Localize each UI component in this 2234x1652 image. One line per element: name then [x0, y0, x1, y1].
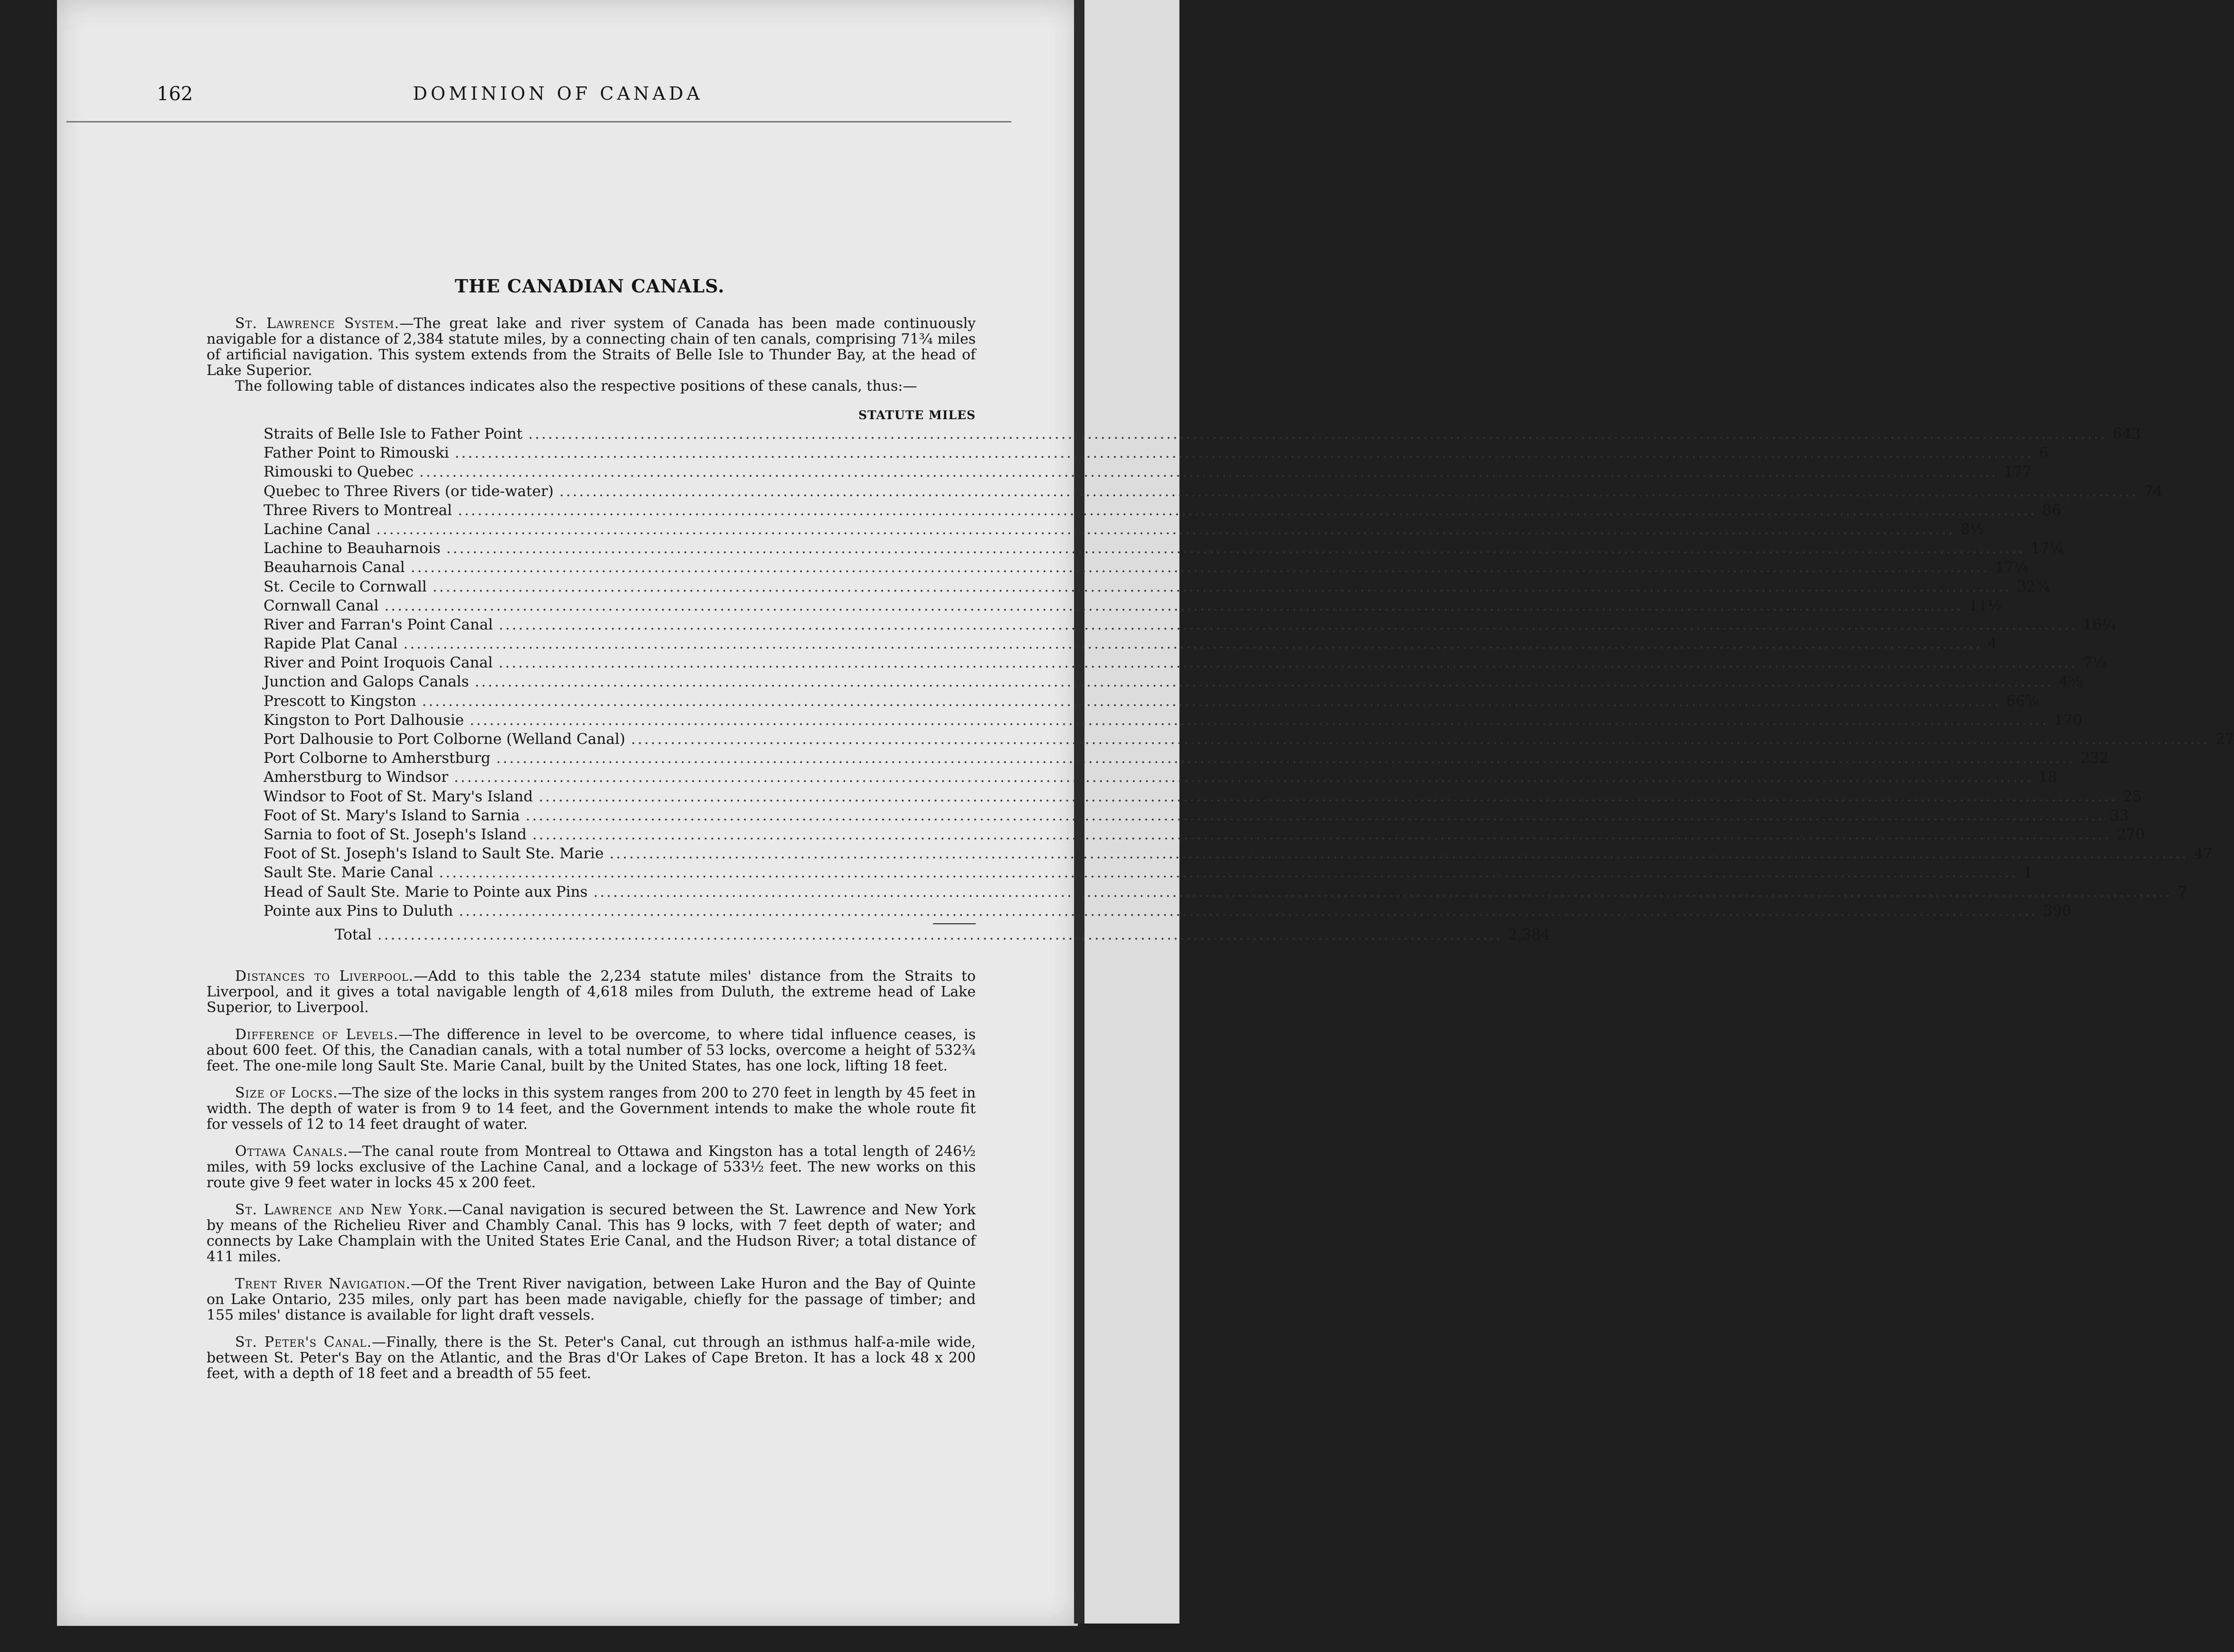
- dot-leader: ................................................................................................................................................................................................................................................: [538, 788, 2118, 805]
- section-lead: St. Lawrence and New York.: [235, 1201, 448, 1218]
- section-text: —The canal route from Montreal to Ottawa and Kingston has a total length of 246½ miles, with 59 locks exclusive of the Lachine Canal, and a lockage of 533½ feet. The new works on this route give 9 feet water in locks 45 x 200 feet.: [207, 1143, 976, 1191]
- route-name: Three Rivers to Montreal: [264, 501, 452, 519]
- total-value: 2,384: [1508, 926, 1550, 943]
- dot-leader: ................................................................................................................................................................................................................................................: [559, 482, 2138, 500]
- route-miles: 74: [2143, 482, 2163, 500]
- route-miles: 18: [2038, 769, 2057, 786]
- dot-leader: ................................................................................................................................................................................................................................................: [439, 864, 2018, 882]
- route-miles: 27: [2215, 731, 2234, 748]
- table-intro: The following table of distances indicates also the respective positions of these canals, thus:—: [235, 378, 917, 394]
- section-lead: St. Peter's Canal.: [235, 1334, 372, 1351]
- route-miles: 66⅝: [2006, 692, 2040, 710]
- route-name: River and Point Iroquois Canal: [264, 654, 493, 672]
- route-miles: 643: [2112, 425, 2141, 442]
- table-row: [264, 711, 2083, 731]
- table-row: [264, 635, 1998, 654]
- table-row: [264, 692, 2040, 712]
- route-name: Head of Sault Ste. Marie to Pointe aux Pins: [264, 883, 588, 901]
- table-rows: [264, 425, 2234, 921]
- dot-leader: ................................................................................................................................................................................................................................................: [403, 635, 1982, 653]
- dot-leader: ................................................................................................................................................................................................................................................: [454, 769, 2033, 786]
- section-lead: Distances to Liverpool.: [235, 968, 414, 985]
- route-miles: 232: [2080, 750, 2109, 767]
- dot-leader: ................................................................................................................................................................................................................................................: [470, 711, 2049, 729]
- section-paragraph: [207, 1027, 976, 1074]
- route-name: Lachine Canal: [264, 520, 371, 538]
- dot-leader: ................................................................................................................................................................................................................................................: [384, 597, 1963, 614]
- table-row: [264, 463, 2032, 482]
- dot-leader: ................................................................................................................................................................................................................................................: [499, 616, 2078, 633]
- column-header: STATUTE MILES: [858, 408, 976, 422]
- route-miles: 177: [2003, 463, 2032, 481]
- table-row: [264, 826, 2145, 845]
- table-row: [264, 788, 2142, 807]
- distance-table: [264, 408, 2234, 948]
- dot-leader: ...........................................................................................................................................................................: [377, 926, 1502, 943]
- route-name: Lachine to Beauharnois: [264, 540, 441, 557]
- route-miles: 47: [2194, 845, 2213, 863]
- intro-text: —The great lake and river system of Canada has been made continuously navigable for a distance of 2,384 statute miles, by a connecting chain of ten canals, comprising 71¾ miles of artificial navigation. This system extends from the Straits of Belle Isle to Thunder Bay, at the head of Lake Superior.: [207, 315, 976, 379]
- route-name: Junction and Galops Canals: [264, 673, 469, 691]
- route-name: River and Farran's Point Canal: [264, 616, 493, 633]
- route-miles: 25: [2123, 788, 2142, 805]
- section-text: —Of the Trent River navigation, between Lake Huron and the Bay of Quinte on Lake Ontario, 235 miles, only part has been made navigable, chiefly for the passage of timber; and 155 miles' distance is available for light draft vessels.: [207, 1276, 976, 1323]
- route-name: Windsor to Foot of St. Mary's Island: [264, 788, 533, 805]
- section-text: —The difference in level to be overcome, to where tidal influence ceases, is about 600 feet. Of this, the Canadian canals, with a total number of 53 locks, overcome a height of 532¾ feet. The one-mile long Sault Ste. Marie Canal, built by the United States, has one lock, lifting 18 feet.: [207, 1026, 976, 1074]
- route-name: Beauharnois Canal: [264, 559, 405, 576]
- dot-leader: ................................................................................................................................................................................................................................................: [446, 540, 2025, 557]
- dot-leader: ................................................................................................................................................................................................................................................: [459, 902, 2038, 920]
- table-row: [264, 482, 2163, 502]
- route-name: Sault Ste. Marie Canal: [264, 864, 434, 882]
- intro-paragraph: [207, 316, 976, 378]
- route-name: Foot of St. Joseph's Island to Sault Ste. Marie: [264, 845, 604, 863]
- route-name: Port Dalhousie to Port Colborne (Welland Canal): [264, 731, 625, 748]
- intro-section: [207, 316, 976, 394]
- table-row: [264, 864, 2033, 883]
- total-row: [264, 926, 1550, 948]
- table-row: [264, 597, 2002, 616]
- section-paragraph: [207, 1334, 976, 1381]
- route-miles: 6: [2039, 444, 2049, 462]
- section-paragraph: [207, 1085, 976, 1132]
- table-row: [264, 578, 2050, 597]
- table-row: [264, 845, 2213, 864]
- section-lead: Size of Locks.: [235, 1085, 338, 1101]
- route-miles: 33: [2110, 807, 2129, 824]
- dot-leader: ................................................................................................................................................................................................................................................: [528, 425, 2107, 442]
- total-label: Total: [335, 926, 372, 943]
- page-header: [95, 83, 1021, 112]
- running-title: DOMINION OF CANADA: [413, 83, 703, 104]
- route-miles: 7½: [2083, 654, 2107, 672]
- route-name: Amherstburg to Windsor: [264, 769, 449, 786]
- total-rule: [933, 923, 976, 924]
- route-miles: 1: [2023, 864, 2033, 882]
- page-number: 162: [157, 83, 193, 105]
- table-row: [264, 902, 2072, 921]
- table-row: [264, 769, 2057, 788]
- table-row: [264, 559, 2028, 578]
- route-miles: 17¼: [2030, 540, 2064, 557]
- dot-leader: ................................................................................................................................................................................................................................................: [474, 673, 2054, 691]
- table-row: [264, 425, 2141, 444]
- dot-leader: ................................................................................................................................................................................................................................................: [458, 501, 2037, 519]
- route-miles: 86: [2042, 501, 2061, 519]
- page-title: THE CANADIAN CANALS.: [454, 275, 725, 297]
- table-row: [264, 444, 2049, 463]
- route-name: Port Colborne to Amherstburg: [264, 750, 490, 767]
- dot-leader: ................................................................................................................................................................................................................................................: [376, 520, 1955, 538]
- section-lead: Difference of Levels.: [235, 1026, 399, 1043]
- route-miles: 170: [2054, 711, 2083, 729]
- dot-leader: ................................................................................................................................................................................................................................................: [498, 654, 2077, 672]
- route-miles: 4⅝: [2059, 673, 2083, 691]
- intro-lead: St. Lawrence System.: [235, 315, 400, 332]
- route-name: St. Cecile to Cornwall: [264, 578, 427, 595]
- route-name: Cornwall Canal: [264, 597, 379, 614]
- dot-leader: ................................................................................................................................................................................................................................................: [432, 578, 2011, 595]
- dot-leader: ................................................................................................................................................................................................................................................: [532, 826, 2111, 843]
- route-miles: 16¼: [2083, 616, 2116, 633]
- route-miles: 8½: [1961, 520, 1984, 538]
- route-name: Rimouski to Quebec: [264, 463, 414, 481]
- table-row: [264, 750, 2109, 769]
- route-miles: 7: [2177, 883, 2187, 901]
- route-miles: 390: [2043, 902, 2072, 920]
- table-row: [264, 807, 2129, 826]
- table-row: [264, 731, 2234, 750]
- section-text: —Canal navigation is secured between the St. Lawrence and New York by means of the Richelieu River and Chambly Canal. This has 9 locks, with 7 feet depth of water; and connects by Lake Champlain with the United States Erie Canal, and the Hudson River; a total distance of 411 miles.: [207, 1201, 976, 1265]
- section-paragraph: [207, 1202, 976, 1265]
- table-row: [264, 616, 2116, 635]
- route-name: Rapide Plat Canal: [264, 635, 398, 653]
- route-name: Quebec to Three Rivers (or tide-water): [264, 482, 554, 500]
- route-name: Straits of Belle Isle to Father Point: [264, 425, 523, 442]
- section-lead: Ottawa Canals.: [235, 1143, 348, 1160]
- route-miles: 32¾: [2017, 578, 2050, 595]
- route-name: Kingston to Port Dalhousie: [264, 711, 464, 729]
- dot-leader: ................................................................................................................................................................................................................................................: [410, 559, 1989, 576]
- dot-leader: ................................................................................................................................................................................................................................................: [454, 444, 2034, 462]
- route-miles: 17¼: [1995, 559, 2028, 576]
- dot-leader: ................................................................................................................................................................................................................................................: [496, 750, 2075, 767]
- dot-leader: ................................................................................................................................................................................................................................................: [593, 883, 2172, 901]
- table-row: [264, 673, 2083, 692]
- route-miles: 270: [2117, 826, 2145, 843]
- section-lead: Trent River Navigation.: [235, 1276, 411, 1292]
- table-row: [264, 501, 2061, 521]
- table-row: [264, 520, 1984, 540]
- route-name: Prescott to Kingston: [264, 692, 416, 710]
- section-paragraph: [207, 968, 976, 1015]
- route-miles: 4: [1988, 635, 1998, 653]
- table-row: [264, 540, 2064, 559]
- dot-leader: ................................................................................................................................................................................................................................................: [525, 807, 2104, 824]
- dot-leader: ................................................................................................................................................................................................................................................: [422, 692, 2001, 710]
- dot-leader: ................................................................................................................................................................................................................................................: [609, 845, 2188, 863]
- route-miles: 11½: [1969, 597, 2002, 614]
- table-row: [264, 654, 2107, 673]
- section-paragraph: [207, 1144, 976, 1191]
- route-name: Sarnia to foot of St. Joseph's Island: [264, 826, 527, 843]
- dot-leader: ................................................................................................................................................................................................................................................: [419, 463, 1998, 481]
- route-name: Pointe aux Pins to Duluth: [264, 902, 453, 920]
- route-name: Foot of St. Mary's Island to Sarnia: [264, 807, 520, 824]
- section-text: —Finally, there is the St. Peter's Canal, cut through an isthmus half-a-mile wide, between St. Peter's Bay on the Atlantic, and the Bras d'Or Lakes of Cape Breton. It has a lock 48 x 200 feet, with a depth of 18 feet and a breadth of 55 feet.: [207, 1334, 976, 1382]
- table-row: [264, 883, 2187, 902]
- dot-leader: ................................................................................................................................................................................................................................................: [631, 731, 2210, 748]
- route-name: Father Point to Rimouski: [264, 444, 449, 462]
- section-text: —Add to this table the 2,234 statute miles' distance from the Straits to Liverpool, and it gives a total navigable length of 4,618 miles from Duluth, the extreme head of Lake Superior, to Liverpool.: [207, 968, 976, 1016]
- notes-sections: [207, 968, 976, 1393]
- section-paragraph: [207, 1276, 976, 1323]
- header-rule: [66, 121, 1011, 122]
- section-text: —The size of the locks in this system ranges from 200 to 270 feet in length by 45 feet in width. The depth of water is from 9 to 14 feet, and the Government intends to make the whole route fit for vessels of 12 to 14 feet draught of water.: [207, 1085, 976, 1133]
